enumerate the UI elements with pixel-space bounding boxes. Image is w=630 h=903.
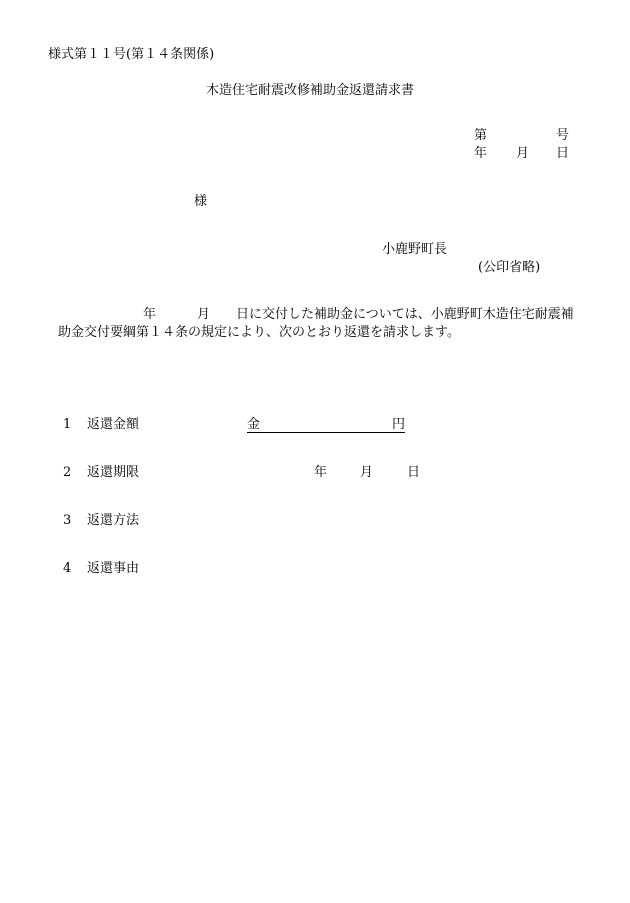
body-text-line1: 日に交付した補助金については、小鹿野町木造住宅耐震補 <box>236 307 574 322</box>
doc-date-month: 月 <box>516 146 530 161</box>
item-2-number: 2 <box>63 465 72 480</box>
item-1-value-suffix: 円 <box>391 417 405 432</box>
item-2-month: 月 <box>360 465 374 480</box>
doc-date-day: 日 <box>556 146 570 161</box>
doc-number-dai: 第 <box>474 128 488 143</box>
doc-date-year: 年 <box>474 146 488 161</box>
body-month: 月 <box>197 307 211 322</box>
issuer-name: 小鹿野町長 <box>382 242 448 257</box>
item-4-label: 返還事由 <box>87 561 140 576</box>
recipient-sama: 様 <box>194 194 208 209</box>
item-1-label: 返還金額 <box>87 417 140 432</box>
item-3-number: 3 <box>63 513 72 528</box>
doc-number-go: 号 <box>556 128 570 143</box>
item-2-label: 返還期限 <box>87 465 140 480</box>
item-3-label: 返還方法 <box>87 513 140 528</box>
item-1-number: 1 <box>63 417 72 432</box>
document-title: 木造住宅耐震改修補助金返還請求書 <box>206 83 415 98</box>
seal-omitted: (公印省略) <box>478 260 541 275</box>
body-text-line2: 助金交付要綱第１４条の規定により、次のとおり返還を請求します。 <box>58 325 460 340</box>
item-2-day: 日 <box>407 465 421 480</box>
item-2-year: 年 <box>314 465 328 480</box>
item-1-value-prefix: 金 <box>247 417 261 432</box>
body-year: 年 <box>143 307 157 322</box>
item-1-amount-field <box>247 418 405 433</box>
item-4-number: 4 <box>63 561 72 576</box>
form-number: 様式第１１号(第１４条関係) <box>48 47 215 62</box>
